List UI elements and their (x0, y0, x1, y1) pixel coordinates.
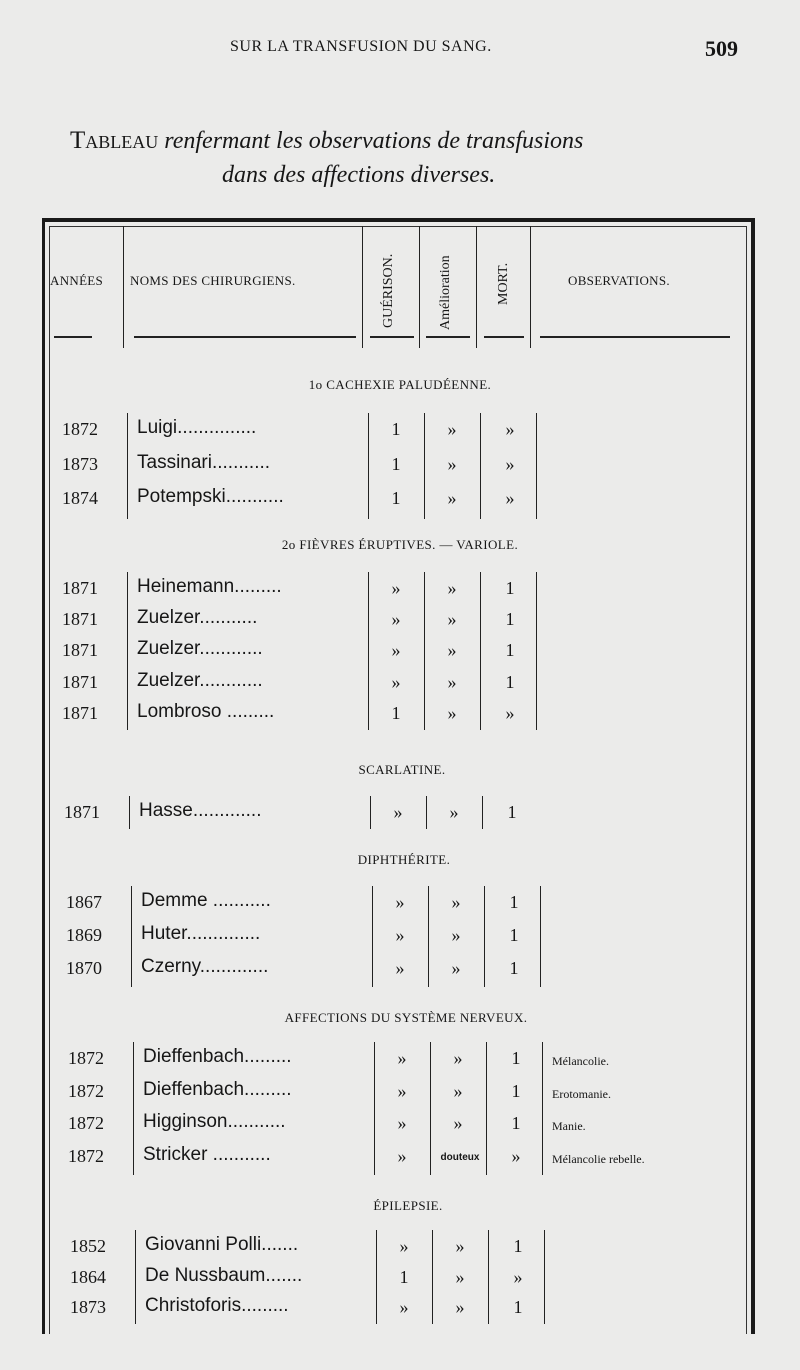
amelioration-cell: » (447, 609, 457, 630)
table-row (0, 488, 800, 518)
table-row (0, 700, 800, 733)
header-guerison: GUÉRISON. (381, 253, 396, 328)
amelioration-cell: » (447, 419, 457, 439)
table-row (0, 1113, 800, 1143)
guerison-cell: » (393, 802, 403, 822)
observation-text: Mélancolie rebelle. (552, 1152, 645, 1167)
year-cell: 1871 (62, 578, 98, 598)
guerison-cell: » (391, 671, 401, 692)
observation-text: Manie. (552, 1119, 586, 1134)
observation-text: Erotomanie. (552, 1086, 611, 1101)
year-cell: 1871 (62, 671, 98, 692)
table-row (0, 669, 800, 702)
guerison-cell: » (395, 925, 405, 945)
guerison-cell: » (391, 609, 401, 630)
guerison-cell: 1 (391, 488, 401, 508)
table-title-lead: Tableau (70, 127, 159, 154)
section-title: 2o FIÈVRES ÉRUPTIVES. — VARIOLE. (281, 537, 519, 552)
year-cell: 1872 (62, 419, 98, 439)
section-title: 1o CACHEXIE PALUDÉENNE. (308, 377, 492, 392)
amelioration-cell: » (449, 802, 459, 822)
amelioration-cell: » (455, 1236, 465, 1256)
surgeon-name: Zuelzer............ (137, 638, 263, 660)
year-cell: 1872 (68, 1048, 104, 1068)
table-title-line2: dans des affections diverses. (222, 162, 496, 188)
amelioration-cell: » (447, 640, 457, 661)
surgeon-name: Czerny............. (141, 956, 269, 977)
year-cell: 1869 (66, 925, 102, 945)
amelioration-cell: » (451, 925, 461, 945)
table-row (0, 609, 800, 639)
table-row (0, 1236, 800, 1266)
mort-cell: 1 (513, 1236, 523, 1256)
surgeon-name: Demme ........... (141, 890, 271, 911)
surgeon-name: Tassinari........... (137, 451, 271, 473)
amelioration-cell: » (453, 1113, 463, 1134)
mort-cell: 1 (509, 925, 519, 945)
page-number: 509 (705, 36, 738, 61)
surgeon-name: Lombroso ......... (137, 700, 275, 722)
section-title: ÉPILEPSIE. (373, 1198, 443, 1213)
guerison-cell: 1 (399, 1266, 409, 1287)
year-cell: 1871 (62, 702, 98, 723)
mort-cell: » (505, 453, 515, 474)
observation-text: Mélancolie. (552, 1054, 609, 1068)
mort-cell: 1 (509, 958, 519, 978)
table-row (0, 1146, 800, 1176)
guerison-cell: » (397, 1080, 407, 1101)
surgeon-name: Huter.............. (141, 923, 261, 944)
mort-cell: 1 (513, 1297, 523, 1317)
guerison-cell: » (399, 1236, 409, 1256)
amelioration-cell: » (451, 892, 461, 912)
table-row (0, 802, 800, 832)
section-title: DIPHTHÉRITE. (357, 852, 451, 867)
table-row (0, 419, 800, 449)
amelioration-cell: » (451, 958, 461, 978)
mort-cell: 1 (511, 1113, 521, 1134)
surgeon-name: Higginson........... (143, 1111, 286, 1133)
guerison-cell: 1 (391, 702, 401, 723)
year-cell: 1874 (62, 488, 98, 508)
year-cell: 1872 (68, 1113, 104, 1134)
year-cell: 1867 (66, 892, 102, 912)
surgeon-name: Zuelzer........... (137, 607, 258, 629)
mort-cell: 1 (509, 892, 519, 912)
mort-cell: 1 (511, 1048, 521, 1068)
header-noms: NOMS DES CHIRURGIENS. (130, 273, 296, 288)
guerison-cell: » (399, 1297, 409, 1317)
table-row (0, 640, 800, 670)
mort-cell: 1 (507, 802, 517, 822)
table-row (0, 958, 800, 988)
amelioration-cell: » (447, 488, 457, 508)
amelioration-cell: » (447, 702, 457, 723)
table-row (0, 1048, 800, 1078)
table-row (0, 1264, 800, 1297)
guerison-cell: 1 (391, 419, 401, 439)
guerison-cell: » (397, 1146, 407, 1167)
year-cell: 1871 (64, 802, 100, 822)
guerison-cell: » (391, 640, 401, 661)
surgeon-name: De Nussbaum....... (145, 1264, 303, 1286)
guerison-cell: » (397, 1048, 407, 1068)
amelioration-cell: » (455, 1297, 465, 1317)
year-cell: 1871 (62, 640, 98, 661)
surgeon-name: Luigi............... (137, 417, 257, 438)
year-cell: 1871 (62, 609, 98, 630)
mort-cell: » (505, 419, 515, 439)
surgeon-name: Stricker ........... (143, 1144, 271, 1166)
amelioration-cell: » (447, 671, 457, 692)
mort-cell: 1 (511, 1080, 521, 1101)
surgeon-name: Potempski........... (137, 486, 284, 507)
amelioration-cell: douteux (440, 1152, 480, 1164)
guerison-cell: » (391, 578, 401, 598)
mort-cell: » (513, 1266, 523, 1287)
table-row (0, 892, 800, 922)
surgeon-name: Christoforis......... (145, 1295, 289, 1316)
mort-cell: 1 (505, 578, 515, 598)
mort-cell: » (511, 1146, 521, 1167)
section-title: SCARLATINE. (358, 762, 446, 777)
year-cell: 1872 (68, 1146, 104, 1167)
header-amelioration: Amélioration (438, 255, 453, 330)
year-cell: 1852 (70, 1236, 106, 1256)
year-cell: 1873 (70, 1297, 106, 1317)
table-row (0, 1297, 800, 1327)
running-head (0, 36, 800, 60)
running-title: SUR LA TRANSFUSION DU SANG. (230, 38, 492, 55)
amelioration-cell: » (455, 1266, 465, 1287)
amelioration-cell: » (453, 1048, 463, 1068)
mort-cell: 1 (505, 640, 515, 661)
guerison-cell: » (395, 892, 405, 912)
year-cell: 1872 (68, 1080, 104, 1101)
surgeon-name: Hasse............. (139, 800, 262, 821)
header-annees: ANNÉES (50, 273, 104, 288)
mort-cell: 1 (505, 671, 515, 692)
header-mort: MORT. (496, 262, 511, 305)
amelioration-cell: » (447, 578, 457, 598)
table-title-line1: renfermant les observations de transfusions (158, 128, 584, 154)
table-row (0, 451, 800, 484)
year-cell: 1864 (70, 1266, 106, 1287)
mort-cell: » (505, 702, 515, 723)
section-title: AFFECTIONS DU SYSTÈME NERVEUX. (284, 1010, 528, 1025)
guerison-cell: » (397, 1113, 407, 1134)
table-row (0, 578, 800, 608)
mort-cell: 1 (505, 609, 515, 630)
table-row (0, 925, 800, 955)
surgeon-name: Dieffenbach......... (143, 1078, 292, 1100)
guerison-cell: » (395, 958, 405, 978)
year-cell: 1873 (62, 453, 98, 474)
guerison-cell: 1 (391, 453, 401, 474)
table-row (0, 1078, 800, 1111)
header-observations: OBSERVATIONS. (568, 273, 670, 288)
surgeon-name: Zuelzer............ (137, 669, 263, 691)
surgeon-name: Heinemann......... (137, 576, 282, 597)
amelioration-cell: » (453, 1080, 463, 1101)
surgeon-name: Giovanni Polli....... (145, 1234, 299, 1255)
surgeon-name: Dieffenbach......... (143, 1046, 292, 1067)
mort-cell: » (505, 488, 515, 508)
amelioration-cell: » (447, 453, 457, 474)
year-cell: 1870 (66, 958, 102, 978)
